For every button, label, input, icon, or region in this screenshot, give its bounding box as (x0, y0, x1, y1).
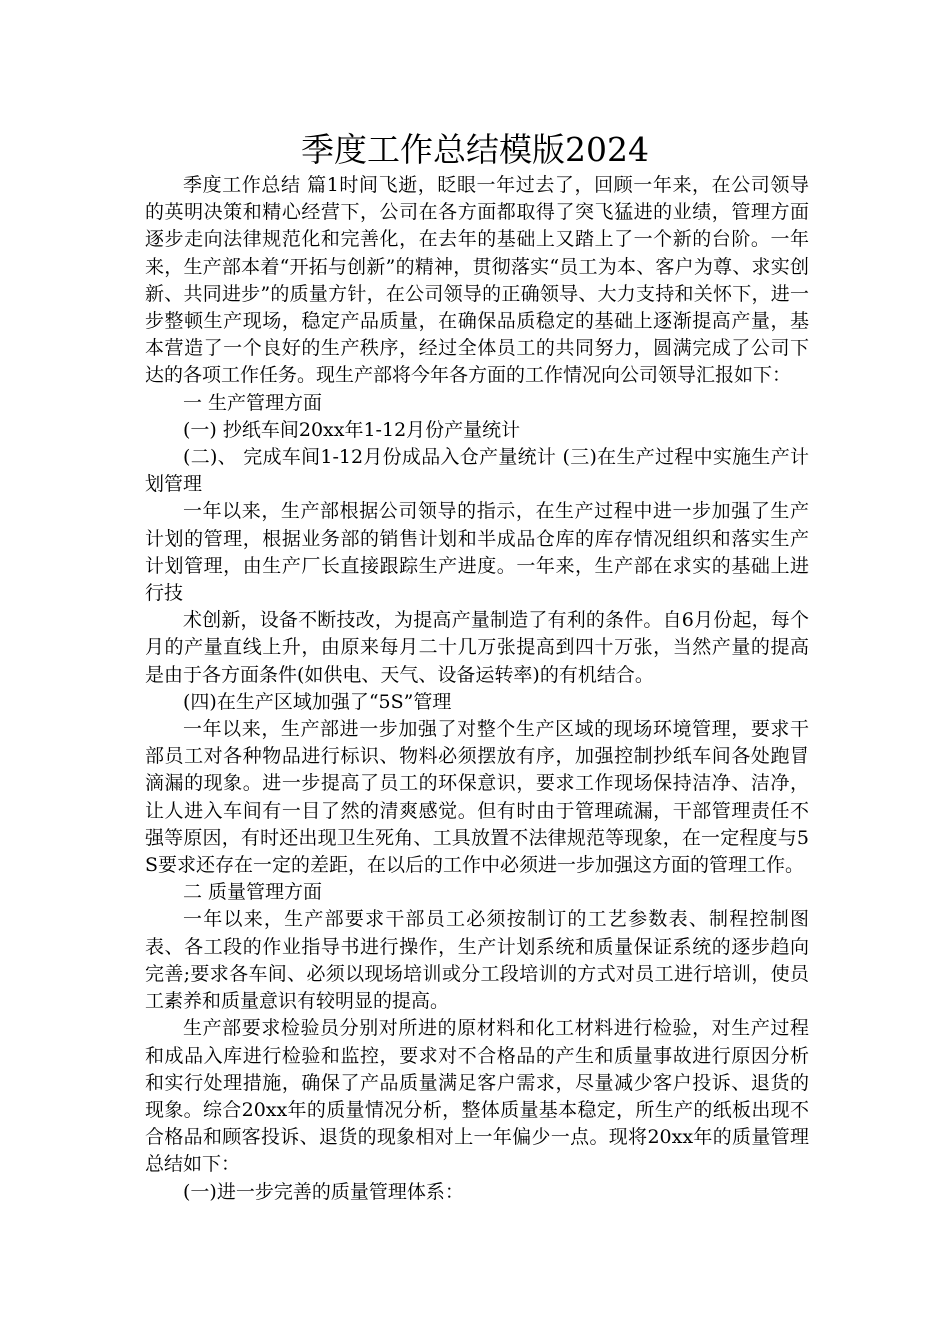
paragraph-intro: 季度工作总结 篇1时间飞逝，眨眼一年过去了，回顾一年来，在公司领导的英明决策和精心经营下，公司在各方面都取得了突飞猛进的业绩，管理方面逐步走向法律规范化和完善化，在去年的基础上又踏上了一个新的台阶。一年来，生产部本着“开拓与创新”的精神，贯彻落实“员工为本、客户为尊、求实创新、共同进步”的质量方针，在公司领导的正确领导、大力支持和关怀下，进一步整顿生产现场，稳定产品质量，在确保品质稳定的基础上逐渐提高产量，基本营造了一个良好的生产秩序，经过全体员工的共同努力，圆满完成了公司下达的各项工作任务。现生产部将今年各方面的工作情况向公司领导汇报如下： (145, 174, 809, 387)
paragraph-5s-management: 一年以来，生产部进一步加强了对整个生产区域的现场环境管理，要求干部员工对各种物品进行标识、物料必须摆放有序，加强控制抄纸车间各处跑冒滴漏的现象。进一步提高了员工的环保意识，要求工作现场保持洁净、洁净，让人进入车间有一目了然的清爽感觉。但有时由于管理疏漏，干部管理责任不强等原因，有时还出现卫生死角、工具放置不法律规范等现象，在一定程度与5S要求还存在一定的差距，在以后的工作中必须进一步加强这方面的管理工作。 (145, 718, 809, 877)
subheading-finished-goods-output: (二)、 完成车间1-12月份成品入仓产量统计 (三)在生产过程中实施生产计划管理 (145, 446, 809, 496)
heading-quality-management: 二 质量管理方面 (183, 881, 323, 904)
paragraph-production-planning: 一年以来，生产部根据公司领导的指示，在生产过程中进一步加强了生产计划的管理，根据业务部的销售计划和半成品仓库的库存情况组织和落实生产计划管理，由生产厂长直接跟踪生产进度。一年来，生产部在求实的基础上进行技 (145, 500, 809, 605)
heading-production-management: 一 生产管理方面 (183, 391, 323, 414)
document-body (145, 172, 809, 1206)
subheading-5s-management: (四)在生产区域加强了“5S”管理 (183, 690, 452, 713)
paragraph-quality-process: 一年以来，生产部要求干部员工必须按制订的工艺参数表、制程控制图表、各工段的作业指导书进行操作，生产计划系统和质量保证系统的逐步趋向完善;要求各车间、必须以现场培训或分工段培训的方式对员工进行培训，使员工素养和质量意识有较明显的提高。 (145, 908, 809, 1013)
subheading-paper-workshop-output: (一) 抄纸车间20xx年1-12月份产量统计 (183, 418, 521, 441)
subheading-quality-system: (一)进一步完善的质量管理体系： (183, 1180, 464, 1203)
paragraph-quality-inspection: 生产部要求检验员分别对所进的原材料和化工材料进行检验，对生产过程和成品入库进行检验和监控，要求对不合格品的产生和质量事故进行原因分析和实行处理措施，确保了产品质量满足客户需求，尽量减少客户投诉、退货的现象。综合20xx年的质量情况分析，整体质量基本稳定，所生产的纸板出现不合格品和顾客投诉、退货的现象相对上一年偏少一点。现将20xx年的质量管理总结如下： (145, 1017, 809, 1176)
paragraph-technical-innovation: 术创新，设备不断技改，为提高产量制造了有利的条件。自6月份起，每个月的产量直线上升，由原来每月二十几万张提高到四十万张，当然产量的提高是由于各方面条件(如供电、天气、设备运转率)的有机结合。 (145, 609, 809, 686)
document-title: 季度工作总结模版2024 (301, 130, 649, 169)
